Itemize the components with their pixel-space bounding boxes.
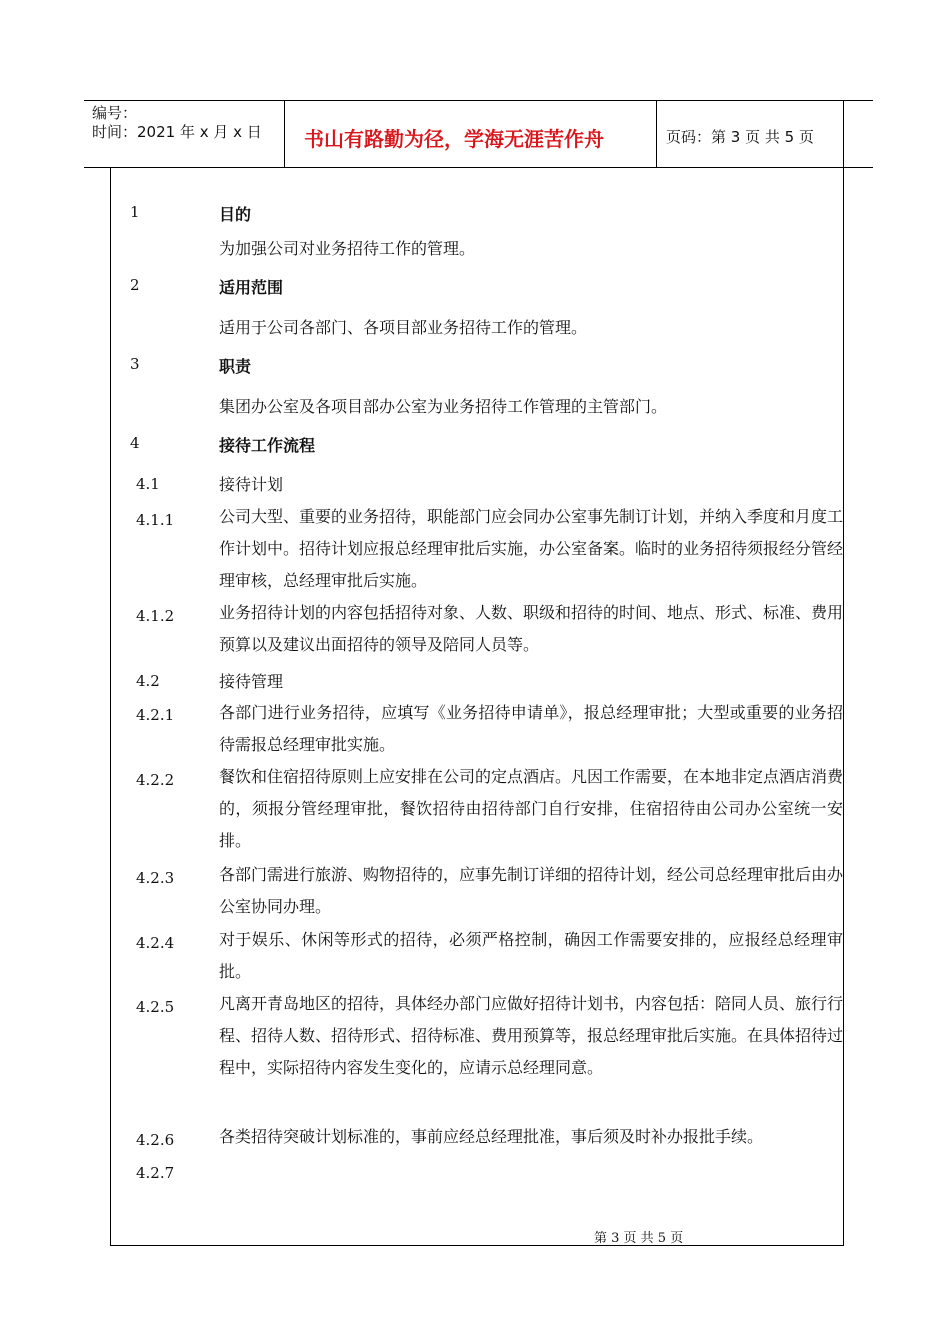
item-number: 4.1 <box>136 475 160 493</box>
section-title: 目的 <box>219 205 252 224</box>
section-number: 2 <box>130 276 140 294</box>
item-text: 接待管理 <box>219 672 284 691</box>
section-text: 为加强公司对业务招待工作的管理。 <box>219 239 476 258</box>
header-page-info: 页码：第 3 页 共 5 页 <box>666 128 814 146</box>
section-number: 4 <box>130 434 140 452</box>
item-number: 4.2.4 <box>136 934 175 952</box>
header-date: 时间：2021 年 x 月 x 日 <box>92 123 262 141</box>
item-text: 凡离开青岛地区的招待，具体经办部门应做好招待计划书，内容包括：陪同人员、旅行行程、招待人数、招待形式、招待标准、费用预算等，报总经理审批后实施。在具体招待过程中，实际招待内容发生变化的，应请示总经理同意。 <box>219 994 844 1077</box>
item-text: 各部门需进行旅游、购物招待的，应事先制订详细的招待计划，经公司总经理审批后由办公室协同办理。 <box>219 865 844 916</box>
item-text: 各部门进行业务招待，应填写《业务招待申请单》，报总经理审批；大型或重要的业务招待需报总经理审批实施。 <box>219 703 843 754</box>
section-number: 3 <box>130 355 140 373</box>
section-text: 适用于公司各部门、各项目部业务招待工作的管理。 <box>219 318 588 337</box>
header-divider-2 <box>656 100 657 168</box>
item-number: 4.2.6 <box>136 1131 175 1149</box>
header-divider-1 <box>284 100 285 168</box>
item-text: 对于娱乐、休闲等形式的招待，必须严格控制，确因工作需要安排的，应报经总经理审批。 <box>219 930 843 981</box>
item-text: 餐饮和住宿招待原则上应安排在公司的定点酒店。凡因工作需要，在本地非定点酒店消费的，须报分管经理审批，餐饮招待由招待部门自行安排，住宿招待由公司办公室统一安排。 <box>219 767 844 850</box>
section-title: 接待工作流程 <box>219 436 316 455</box>
body-right-border <box>843 167 844 1246</box>
item-number: 4.2.3 <box>136 869 175 887</box>
header-number-label: 编号： <box>92 104 138 122</box>
item-text: 业务招待计划的内容包括招待对象、人数、职级和招待的时间、地点、形式、标准、费用预算以及建议出面招待的领导及陪同人员等。 <box>219 603 844 654</box>
section-number: 1 <box>130 203 140 221</box>
body-left-border <box>110 167 111 1246</box>
item-number: 4.2 <box>136 672 160 690</box>
section-title: 职责 <box>219 357 252 376</box>
header-divider-3 <box>843 100 844 168</box>
body-bottom-border <box>110 1245 844 1246</box>
item-number: 4.1.1 <box>136 511 175 529</box>
item-number: 4.1.2 <box>136 607 175 625</box>
header-motto: 书山有路勤为径，学海无涯苦作舟 <box>304 127 604 151</box>
item-number: 4.2.5 <box>136 998 175 1016</box>
section-text: 集团办公室及各项目部办公室为业务招待工作管理的主管部门。 <box>219 397 668 416</box>
header-top-border <box>84 100 873 101</box>
header-bottom-border <box>84 167 873 168</box>
item-text: 公司大型、重要的业务招待，职能部门应会同办公室事先制订计划，并纳入季度和月度工作计划中。招待计划应报总经理审批后实施，办公室备案。临时的业务招待须报经分管经理审核，总经理审批后实施。 <box>219 507 844 590</box>
item-text: 各类招待突破计划标准的，事前应经总经理批准，事后须及时补办报批手续。 <box>219 1127 764 1146</box>
section-title: 适用范围 <box>219 278 284 297</box>
item-text: 接待计划 <box>219 475 284 494</box>
item-number: 4.2.1 <box>136 706 175 724</box>
page-footer: 第 3 页 共 5 页 <box>594 1231 684 1246</box>
item-number: 4.2.7 <box>136 1164 175 1182</box>
item-number: 4.2.2 <box>136 771 175 789</box>
